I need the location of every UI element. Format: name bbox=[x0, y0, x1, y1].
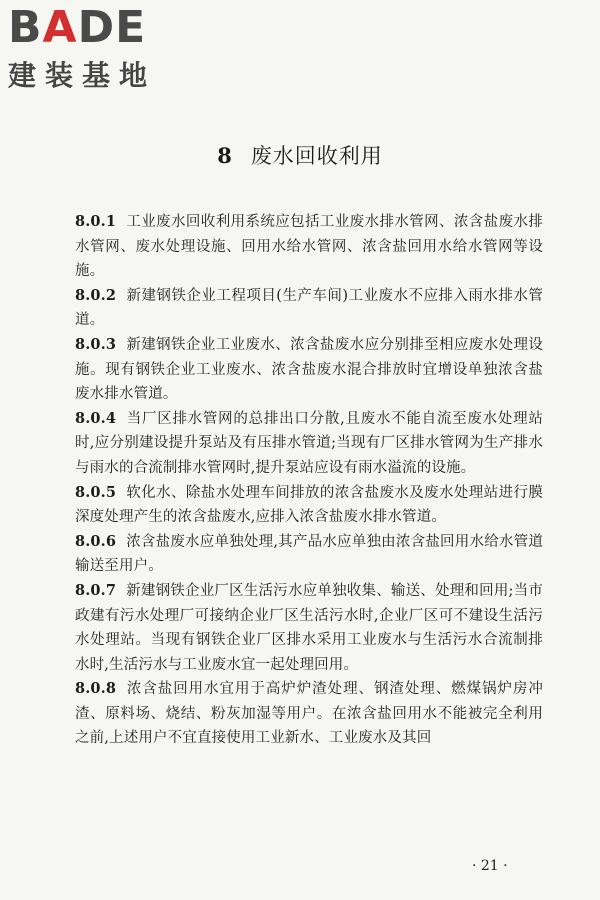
clause-number: 8.0.1 bbox=[75, 213, 117, 230]
clause-8-0-2 bbox=[75, 284, 543, 333]
clause-8-0-6 bbox=[75, 530, 543, 579]
chapter-number: 8 bbox=[217, 143, 233, 168]
clause-text: 当厂区排水管网的总排出口分散,且废水不能自流至废水处理站时,应分别建设提升泵站及有压排水管道;当现有厂区排水管网为生产排水与雨水的合流制排水管网时,提升泵站应设有雨水溢流的设施。 bbox=[75, 410, 543, 476]
clause-number: 8.0.6 bbox=[75, 532, 117, 550]
logo-letter-b: B bbox=[8, 2, 43, 53]
logo-tagline: 建装基地 bbox=[8, 59, 157, 92]
clause-text: 浓含盐废水应单独处理,其产品水应单独由浓含盐回用水给水管道输送至用户。 bbox=[75, 533, 543, 575]
logo-letters-de: DE bbox=[77, 2, 147, 53]
clause-number: 8.0.4 bbox=[75, 409, 117, 427]
clause-number: 8.0.7 bbox=[75, 581, 117, 599]
clause-number: 8.0.5 bbox=[75, 483, 117, 501]
logo-letter-a: A bbox=[42, 2, 78, 53]
clause-8-0-3 bbox=[75, 333, 543, 407]
page-number: · 21 · bbox=[472, 858, 508, 874]
clause-8-0-1 bbox=[75, 210, 543, 284]
clause-8-0-8 bbox=[75, 677, 543, 751]
clause-text: 新建钢铁企业工程项目(生产车间)工业废水不应排入雨水排水管道。 bbox=[75, 287, 543, 329]
clause-number: 8.0.8 bbox=[75, 680, 117, 698]
clause-number: 8.0.2 bbox=[75, 286, 117, 304]
clause-text: 浓含盐回用水宜用于高炉炉渣处理、钢渣处理、燃煤锅炉房冲渣、原料场、烧结、粉灰加湿等用户。在浓含盐回用水不能被完全利用之前,上述用户不宜直接使用工业新水、工业废水及其回 bbox=[75, 681, 543, 747]
clause-text: 新建钢铁企业工业废水、浓含盐废水应分别排至相应废水处理设施。现有钢铁企业工业废水、浓含盐废水混合排放时宜增设单独浓含盐废水排水管道。 bbox=[75, 336, 543, 403]
clause-8-0-7 bbox=[75, 579, 543, 677]
chapter-title bbox=[0, 143, 600, 169]
chapter-title-text: 废水回收利用 bbox=[250, 144, 383, 168]
clause-8-0-5 bbox=[75, 481, 543, 530]
clause-number: 8.0.3 bbox=[75, 335, 117, 353]
clause-list bbox=[75, 210, 543, 751]
clause-8-0-4 bbox=[75, 407, 543, 481]
clause-text: 工业废水回收利用系统应包括工业废水排水管网、浓含盐废水排水管网、废水处理设施、回用水给水管网、浓含盐回用水给水管网等设施。 bbox=[75, 214, 543, 280]
logo-wordmark bbox=[8, 2, 147, 53]
clause-text: 软化水、除盐水处理车间排放的浓含盐废水及废水处理站进行膜深度处理产生的浓含盐废水,应排入浓含盐废水排水管道。 bbox=[75, 484, 543, 526]
clause-text: 新建钢铁企业厂区生活污水应单独收集、输送、处理和回用;当市政建有污水处理厂可接纳企业厂区生活污水时,企业厂区可不建设生活污水处理站。当现有钢铁企业厂区排水采用工业废水与生活污水合流制排水时,生活污水与工业废水宜一起处理回用。 bbox=[75, 582, 543, 673]
bade-logo bbox=[8, 2, 173, 93]
